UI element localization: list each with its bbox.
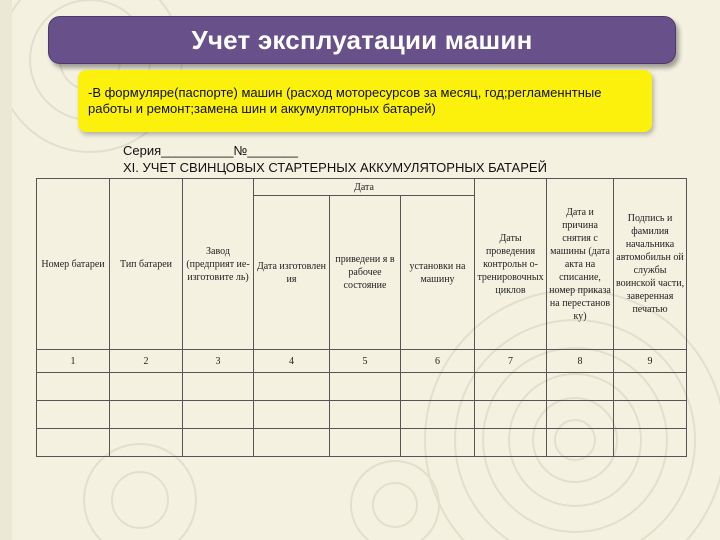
table-cell bbox=[330, 373, 401, 401]
header-cell: Номер батареи bbox=[37, 179, 110, 350]
column-number: 3 bbox=[183, 350, 254, 373]
table-cell bbox=[330, 429, 401, 457]
table-cell bbox=[547, 401, 614, 429]
table-cell bbox=[401, 429, 475, 457]
title-banner bbox=[48, 16, 676, 64]
column-number: 9 bbox=[614, 350, 687, 373]
table-cell bbox=[547, 429, 614, 457]
table-row bbox=[37, 373, 687, 401]
table-cell bbox=[254, 373, 330, 401]
series-number-line: Серия__________№_______ bbox=[123, 143, 299, 158]
page-title: Учет эксплуатации машин bbox=[191, 25, 533, 55]
table-cell bbox=[401, 373, 475, 401]
table-cell bbox=[110, 401, 183, 429]
table-cell bbox=[547, 373, 614, 401]
left-accent-bar bbox=[0, 0, 12, 540]
table-cell bbox=[330, 401, 401, 429]
table-cell bbox=[475, 401, 547, 429]
column-number: 6 bbox=[401, 350, 475, 373]
header-cell: Дата изготовлен ия bbox=[254, 196, 330, 350]
note-box bbox=[78, 70, 652, 132]
date-group-header: Дата bbox=[254, 179, 475, 196]
table-row bbox=[37, 401, 687, 429]
column-number: 1 bbox=[37, 350, 110, 373]
header-cell: установки на машину bbox=[401, 196, 475, 350]
header-cell: Завод (предприят ие-изготовите ль) bbox=[183, 179, 254, 350]
table-cell bbox=[37, 429, 110, 457]
header-cell: Дата и причина снятия с машины (дата акта на списание, номер приказа на перестанов ку) bbox=[547, 179, 614, 350]
table-cell bbox=[614, 401, 687, 429]
table-cell bbox=[254, 429, 330, 457]
battery-record-table bbox=[36, 178, 687, 457]
table-cell bbox=[183, 373, 254, 401]
column-number: 8 bbox=[547, 350, 614, 373]
table-cell bbox=[110, 373, 183, 401]
table-cell bbox=[475, 373, 547, 401]
header-cell: Подпись и фамилия начальника автомобильн ой службы воинской части, заверенная печатью bbox=[614, 179, 687, 350]
table-cell bbox=[401, 401, 475, 429]
table-cell bbox=[614, 429, 687, 457]
column-number: 5 bbox=[330, 350, 401, 373]
table-cell bbox=[475, 429, 547, 457]
section-title: XI. УЧЕТ СВИНЦОВЫХ СТАРТЕРНЫХ АККУМУЛЯТОРНЫХ БАТАРЕЙ bbox=[123, 160, 547, 175]
header-cell: Тип батареи bbox=[110, 179, 183, 350]
header-cell: Даты проведения контрольн о-тренировочных циклов bbox=[475, 179, 547, 350]
column-number: 2 bbox=[110, 350, 183, 373]
column-number: 7 bbox=[475, 350, 547, 373]
table-cell bbox=[110, 429, 183, 457]
column-number: 4 bbox=[254, 350, 330, 373]
table-cell bbox=[37, 373, 110, 401]
table-cell bbox=[183, 429, 254, 457]
table-cell bbox=[183, 401, 254, 429]
header-cell: приведени я в рабочее состояние bbox=[330, 196, 401, 350]
table-cell bbox=[614, 373, 687, 401]
table-cell bbox=[37, 401, 110, 429]
table-row bbox=[37, 429, 687, 457]
note-text: -В формуляре(паспорте) машин (расход моторесурсов за месяц, год;регламеннтные работы и ремонт;замена шин и аккумуляторных батарей) bbox=[88, 85, 602, 116]
table-cell bbox=[254, 401, 330, 429]
